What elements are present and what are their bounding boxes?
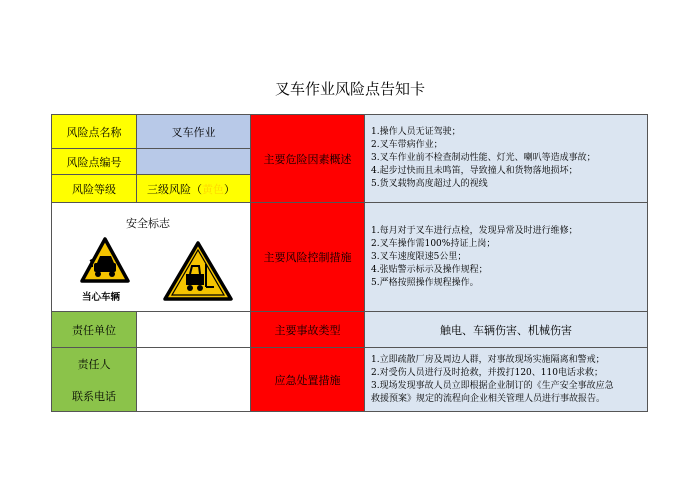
risk-level-suffix: ） bbox=[224, 182, 235, 196]
car-warning-label: 当心车辆 bbox=[82, 292, 121, 303]
responsible-person-value bbox=[137, 348, 251, 412]
hazards-list bbox=[365, 115, 648, 203]
hazard-item: 2.叉车带病作业； bbox=[371, 140, 443, 150]
car-warning-icon bbox=[80, 237, 130, 286]
accident-types-label: 主要事故类型 bbox=[251, 312, 365, 348]
risk-level-value bbox=[137, 175, 251, 203]
risk-level-color-word: 黄色 bbox=[202, 182, 224, 196]
responsible-person-label: 责任人 bbox=[77, 357, 111, 371]
safety-signs-title: 安全标志 bbox=[126, 217, 170, 230]
safety-signs-cell bbox=[52, 203, 251, 312]
risk-name-value: 叉车作业 bbox=[137, 115, 251, 149]
emergency-item: 2.对受伤人员进行及时抢救，并拨打120、110电话求救； bbox=[371, 367, 603, 378]
risk-level-label: 风险等级 bbox=[52, 175, 137, 203]
controls-label: 主要风险控制措施 bbox=[251, 203, 365, 312]
control-item: 3.叉车速度限速5公里； bbox=[371, 251, 467, 262]
responsible-unit-label: 责任单位 bbox=[52, 312, 137, 348]
responsible-person-cell bbox=[52, 348, 137, 412]
emergency-list bbox=[365, 348, 648, 412]
control-item: 1.每月对于叉车进行点检，发现异常及时进行维修； bbox=[371, 225, 578, 236]
controls-list bbox=[365, 203, 648, 312]
accident-types-value: 触电、车辆伤害、机械伤害 bbox=[365, 312, 648, 348]
control-item: 2.叉车操作需100%持证上岗； bbox=[371, 238, 496, 249]
control-item: 5.严格按照操作规程操作。 bbox=[371, 277, 479, 288]
hazard-item: 4.起步过快而且未鸣笛，导致撞人和货物落地损坏； bbox=[371, 166, 578, 176]
emergency-label: 应急处置措施 bbox=[251, 348, 365, 412]
risk-name-label: 风险点名称 bbox=[52, 115, 137, 149]
risk-level-prefix: 三级风险（ bbox=[147, 182, 202, 196]
hazard-item: 1.操作人员无证驾驶； bbox=[371, 127, 461, 137]
emergency-item: 救援预案》规定的流程向企业相关管理人员进行事故报告。 bbox=[371, 393, 606, 404]
emergency-item: 3.现场发现事故人员立即根据企业制订的《生产安全事故应急 bbox=[371, 380, 614, 391]
hazard-item: 3.叉车作业前不检查制动性能、灯光、喇叭等造成事故； bbox=[371, 153, 596, 163]
page-title: 叉车作业风险点告知卡 bbox=[274, 80, 425, 98]
emergency-item: 1.立即疏散厂房及周边人群，对事故现场实施隔离和警戒； bbox=[371, 354, 605, 365]
risk-id-label: 风险点编号 bbox=[52, 149, 137, 175]
contact-phone-label: 联系电话 bbox=[72, 389, 116, 403]
control-item: 4.张贴警示标示及操作规程； bbox=[371, 264, 488, 275]
responsible-unit-value bbox=[137, 312, 251, 348]
risk-id-value bbox=[137, 149, 251, 175]
forklift-warning-icon bbox=[162, 240, 234, 305]
hazard-item: 5.货叉载物高度超过人的视线 bbox=[371, 179, 488, 189]
hazards-label: 主要危险因素概述 bbox=[251, 115, 365, 203]
risk-card-table bbox=[51, 114, 648, 412]
